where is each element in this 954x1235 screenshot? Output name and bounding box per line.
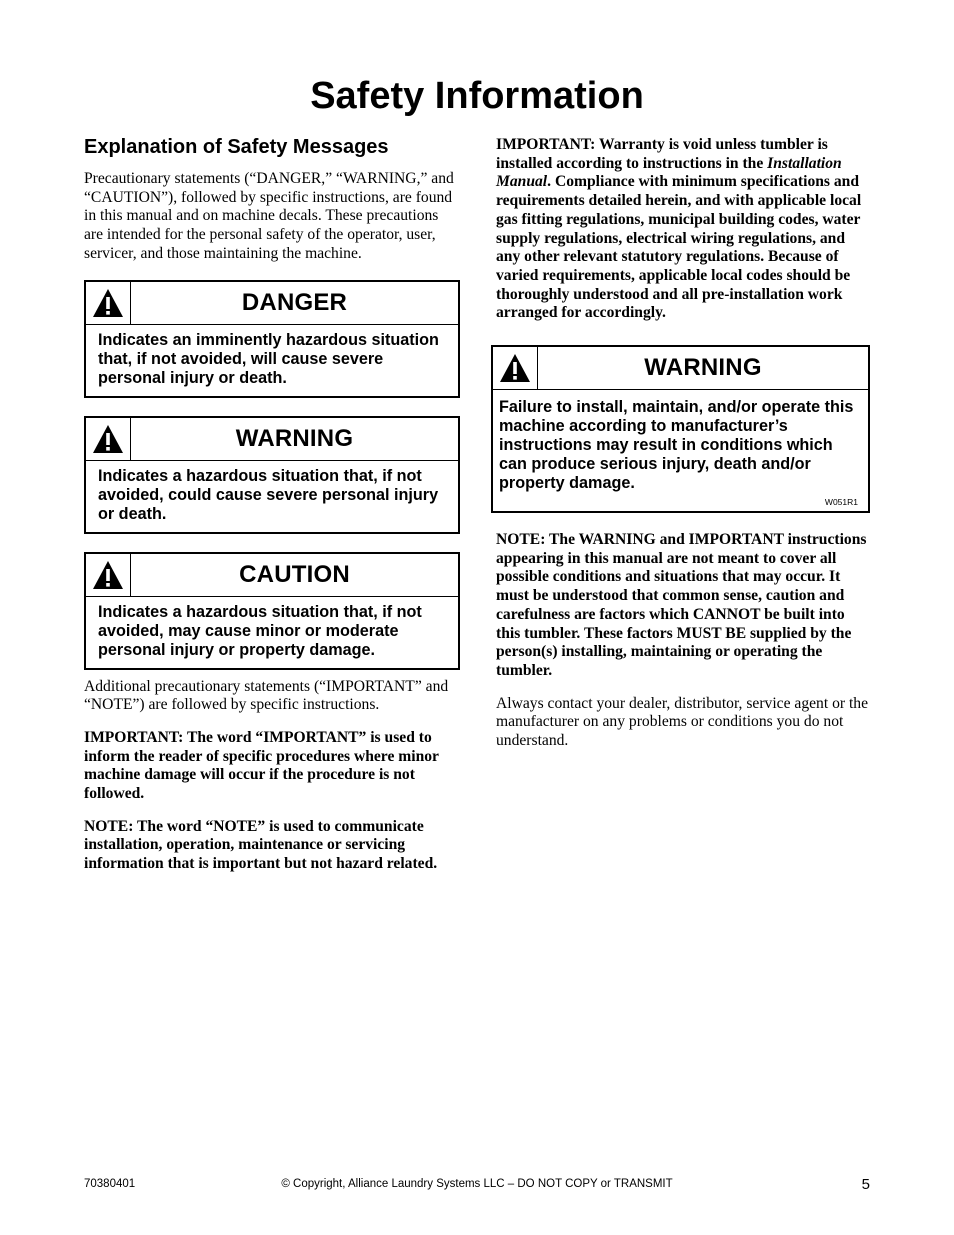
caution-box [84, 552, 460, 670]
caution-text: Indicates a hazardous situation that, if not avoided, may cause minor or moderate personal injury or property damage. [98, 602, 422, 659]
warning-box-header [86, 418, 458, 461]
page-number: 5 [861, 1176, 870, 1193]
danger-title: DANGER [241, 288, 348, 316]
warning-text: Indicates a hazardous situation that, if not avoided, could cause severe personal injury or death. [98, 466, 439, 523]
page-title: Safety Information [310, 75, 644, 117]
danger-text: Indicates an imminently hazardous situation that, if not avoided, will cause severe personal injury or death. [98, 330, 439, 387]
installation-warning-box [491, 345, 870, 513]
warning-triangle-icon [493, 347, 538, 389]
danger-box-header [86, 282, 458, 325]
installation-warning-header [493, 347, 868, 390]
intro-paragraph: Precautionary statements (“DANGER,” “WARNING,” and “CAUTION”), followed by specific instructions, are found in this manual and on machine decals. These precautions are intended for the personal safety of the operator, user, servicer, and those maintaining the machine. [84, 170, 454, 262]
note-definition: NOTE: The word “NOTE” is used to communicate installation, operation, maintenance or servicing information that is important but not hazard related. [84, 817, 438, 873]
contact-paragraph: Always contact your dealer, distributor, service agent or the manufacturer on any problems or conditions you do not understand. [496, 694, 869, 750]
warranty-text-start: IMPORTANT: Warranty is void unless tumbler is installed according to instructions in the [496, 136, 828, 172]
warranty-paragraph [496, 136, 870, 323]
warranty-text-end: . Compliance with minimum specifications and requirements detailed herein, and with applicable local gas fitting regulations, municipal building codes, water supply regulations, electrical wiring regulations, and any other relevant statutory regulations. Because of varied requirements, applicable local codes should be thoroughly understood and all pre-installation work arranged for accordingly. [496, 173, 862, 322]
warning-triangle-icon [86, 282, 131, 324]
caution-title: CAUTION [239, 560, 350, 588]
right-column [496, 136, 870, 765]
warning-code: W051R1 [824, 497, 858, 508]
warning-box [84, 416, 460, 534]
note-paragraph: NOTE: The WARNING and IMPORTANT instructions appearing in this manual are not meant to cover all possible conditions and situations that may occur. It must be understood that common sense, caution and carefulness are factors which CANNOT be built into this tumbler. These factors MUST BE supplied by the person(s) installing, maintaining or operating the tumbler. [496, 531, 867, 679]
installation-warning-title: WARNING [644, 354, 762, 382]
installation-manual-title: Installation Manual [496, 154, 842, 191]
copyright-notice: © Copyright, Alliance Laundry Systems LLC – DO NOT COPY or TRANSMIT [281, 1178, 673, 1190]
caution-box-header [86, 554, 458, 597]
additional-paragraph: Additional precautionary statements (“IMPORTANT” and “NOTE”) are followed by specific instructions. [84, 677, 449, 714]
warning-triangle-icon [86, 554, 131, 596]
installation-warning-text: Failure to install, maintain, and/or operate this machine according to manufacturer’s instructions may result in conditions which can produce serious injury, death and/or property damage. [499, 398, 854, 493]
document-code: 70380401 [84, 1178, 136, 1190]
left-column [84, 134, 460, 888]
section-heading: Explanation of Safety Messages [84, 136, 389, 158]
warning-triangle-icon [86, 418, 131, 460]
warning-title: WARNING [235, 424, 354, 452]
danger-box [84, 280, 460, 398]
important-definition: IMPORTANT: The word “IMPORTANT” is used to inform the reader of specific procedures where minor machine damage will occur if the procedure is not followed. [84, 728, 439, 803]
